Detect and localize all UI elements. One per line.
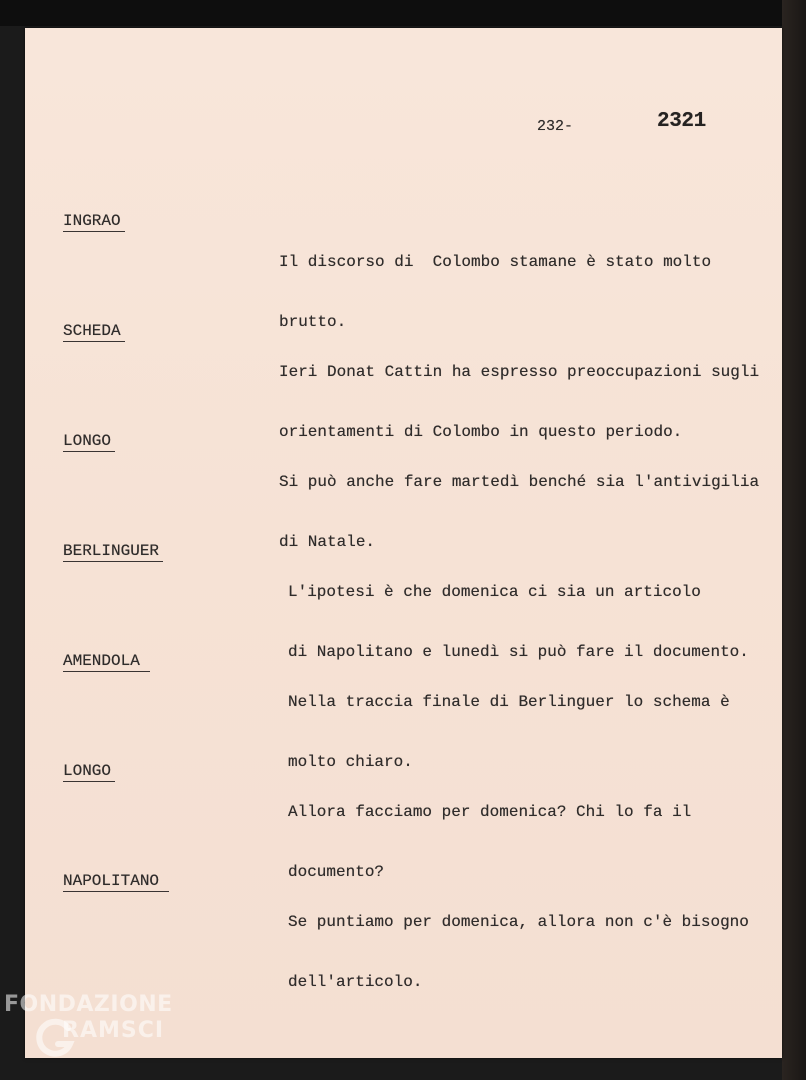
speech-text <box>288 872 749 1032</box>
speaker-name: BERLINGUER <box>63 542 163 562</box>
watermark-line-2: RAMSCI <box>62 1018 165 1043</box>
speaker-name: LONGO <box>63 432 115 452</box>
scanner-right-border <box>782 0 806 1080</box>
speech-line: Si può anche fare martedì benché sia l'antivigilia <box>279 473 760 491</box>
speech-line: di Natale. <box>279 533 376 551</box>
speech-line: Se puntiamo per domenica, allora non c'è bisogno <box>288 913 749 931</box>
scanner-top-border <box>0 0 806 26</box>
speaker-name: AMENDOLA <box>63 652 150 672</box>
typed-page-number: 232- <box>537 118 574 135</box>
speaker-name: INGRAO <box>63 212 125 232</box>
transcript-entry <box>25 872 782 991</box>
speech-line: Allora facciamo per domenica? Chi lo fa il <box>288 803 692 821</box>
speech-line: dell'articolo. <box>288 973 423 991</box>
watermark-line-1: FONDAZIONE <box>4 992 173 1017</box>
archive-stamp-number: 2321 <box>657 110 706 133</box>
speech-line: Nella traccia finale di Berlinguer lo schema è <box>288 693 730 711</box>
speech-line: L'ipotesi è che domenica ci sia un articolo <box>288 583 701 601</box>
speech-line: Ieri Donat Cattin ha espresso preoccupazioni sugli <box>279 363 760 381</box>
speech-line: documento? <box>288 863 385 881</box>
speech-line: molto chiaro. <box>288 753 413 771</box>
speech-line: di Napolitano e lunedì si può fare il documento. <box>288 643 749 661</box>
speech-line: orientamenti di Colombo in questo periodo. <box>279 423 683 441</box>
document-page <box>25 28 782 1058</box>
speaker-name: NAPOLITANO <box>63 872 169 892</box>
speaker-name: LONGO <box>63 762 115 782</box>
speaker-name: SCHEDA <box>63 322 125 342</box>
speech-line: brutto. <box>279 313 347 331</box>
speech-line: Il discorso di Colombo stamane è stato molto <box>279 253 712 271</box>
transcript <box>25 212 782 991</box>
